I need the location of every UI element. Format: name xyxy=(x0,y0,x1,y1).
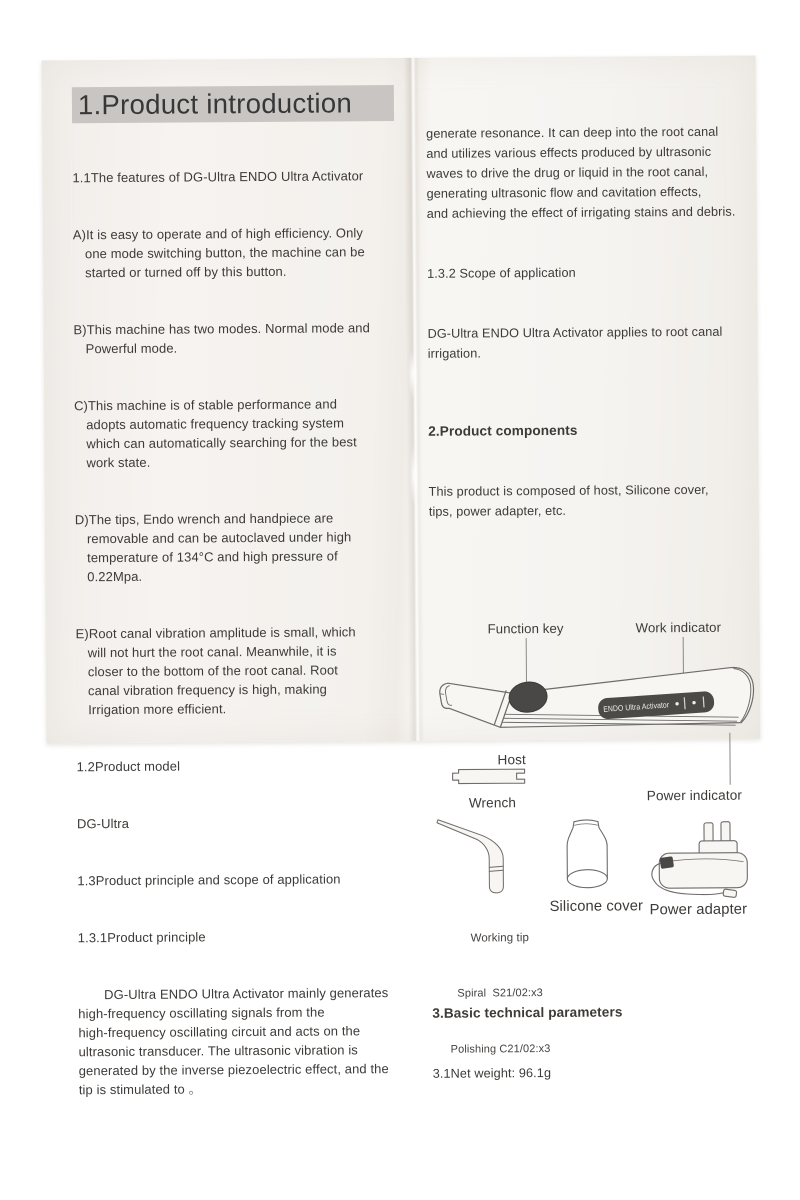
host-illustration xyxy=(432,660,763,754)
wrench-label: Wrench xyxy=(468,795,517,811)
right-column xyxy=(426,81,771,1123)
working-tip-labels xyxy=(441,891,558,1098)
paragraph: E)Root canal vibration amplitude is small, which will not hurt the root canal. Meanwhile, it is closer to the bottom of the root canal. Root canal vibration frequency is high, making Irrigation more efficient. xyxy=(75,624,356,718)
cover-left-side xyxy=(567,822,574,879)
device-label-text: ENDO Ultra Activator xyxy=(602,699,681,714)
wrench-illustration xyxy=(451,766,527,787)
function-key-label: Function key xyxy=(487,620,564,637)
paragraph: C)This machine is of stable performance and adopts automatic frequency tracking system which can automatically searching for the best work state. xyxy=(73,396,357,471)
paragraph: generate resonance. It can deep into the root canal and utilizes various effects produced by ultrasonic waves to drive the drug or liquid in the root canal, generating ultrasonic flow and cavitation effects, and achieving the effect of irrigating stains and debris. xyxy=(426,124,736,221)
paragraph: DG-Ultra ENDO Ultra Activator applies to root canal irrigation. xyxy=(427,324,723,361)
section3-title: 3.Basic technical parameters xyxy=(432,1004,623,1021)
working-tip-spec: Spiral S21/02:x3 xyxy=(457,987,543,1000)
paragraph: A)It is easy to operate and of high efficiency. Only one mode switching button, the machine can be started or turned off by this button. xyxy=(72,225,365,281)
net-weight-text: 3.1Net weight: 96.1g xyxy=(432,1065,552,1081)
power-adapter-illustration xyxy=(649,821,750,902)
cover-right-side xyxy=(598,822,607,879)
paragraph: 1.3.2 Scope of application xyxy=(427,265,576,281)
paragraph: 1.1The features of DG-Ultra ENDO Ultra Activator xyxy=(72,168,364,186)
section1-heading: 1.Product introduction xyxy=(72,85,394,123)
cover-top-rim xyxy=(574,820,598,822)
section2-title: 2.Product components xyxy=(428,422,578,439)
paragraph: DG-Ultra ENDO Ultra Activator mainly generates high-frequency oscillating signals from the high-frequency oscillating circuit and acts on the ultrasonic transducer. The ultrasonic vibration is generated by the inverse piezoelectric effect, and the tip is stimulated to 。 xyxy=(78,985,389,1098)
paragraph: D)The tips, Endo wrench and handpiece are removable and can be autoclaved under high temperature of 134°C and high pressure of 0.22Mpa. xyxy=(74,510,352,585)
left-body-text xyxy=(72,128,405,1137)
paragraph: DG-Ultra xyxy=(76,815,130,832)
center-fold-crease xyxy=(404,58,425,741)
fold-highlight xyxy=(408,350,418,398)
paragraph: 1.2Product model xyxy=(76,758,181,775)
silicone-cover-label: Silicone cover xyxy=(549,898,644,915)
working-tip-spec: Polishing C21/02:x3 xyxy=(450,1042,551,1056)
silicone-cover-illustration xyxy=(563,819,612,895)
tip-needle-and-shank xyxy=(437,819,504,893)
booklet-page xyxy=(42,56,761,1098)
working-tip-illustration xyxy=(437,818,518,895)
wrench-body xyxy=(453,769,525,784)
host-label: Host xyxy=(497,752,526,768)
left-column xyxy=(72,85,405,1137)
paragraph: B)This machine has two modes. Normal mode and Powerful mode. xyxy=(73,320,370,357)
work-indicator-label: Work indicator xyxy=(635,619,722,636)
fold-highlight xyxy=(409,444,418,506)
power-indicator-label: Power indicator xyxy=(646,787,743,804)
cable-strain-relief xyxy=(660,856,674,869)
power-adapter-label: Power adapter xyxy=(649,901,748,919)
cover-bottom xyxy=(567,870,607,888)
cover-top-rim-inner xyxy=(574,824,597,826)
paragraph: 1.3Product principle and scope of application xyxy=(77,871,341,889)
working-tip-label: Working tip xyxy=(470,932,530,945)
cable-connector xyxy=(723,889,737,898)
paragraph: This product is composed of host, Silicone cover, tips, power adapter, etc. xyxy=(428,482,709,519)
paragraph: 1.3.1Product principle xyxy=(77,929,206,946)
